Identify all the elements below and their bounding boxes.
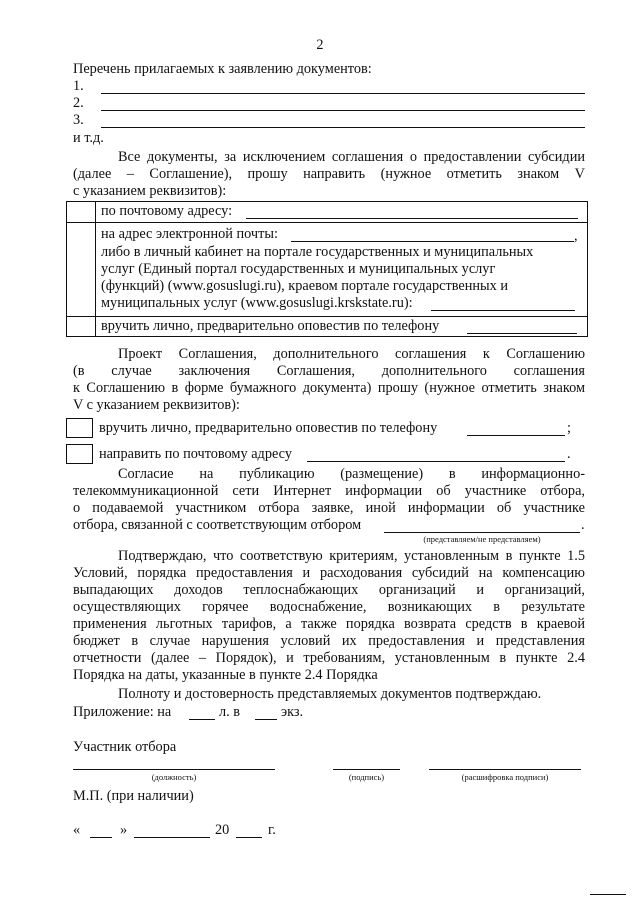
checkbox-cell-hand[interactable] xyxy=(67,317,94,336)
option-hand-phone-field[interactable] xyxy=(467,435,565,436)
row-postal-label: по почтовому адресу: xyxy=(101,203,233,219)
checkbox-cell-email[interactable] xyxy=(67,223,94,315)
doc-item-1-label: 1. xyxy=(73,78,84,94)
attachment-copies-field[interactable] xyxy=(255,719,277,720)
section1-line-3: с указанием реквизитов): xyxy=(73,183,227,199)
confirm-line-6: бюджет в случае нарушения условий их предоставления и представления xyxy=(73,633,585,649)
attachment-prefix: Приложение: на xyxy=(73,704,172,720)
attachment-suffix: экз. xyxy=(281,704,304,720)
confirm-line-5: применения льготных тарифов, а также порядка возврата средств в краевой xyxy=(73,616,585,632)
row-email-comma: , xyxy=(574,228,578,244)
date-year-suffix: г. xyxy=(268,822,276,838)
consent-choice-field[interactable] xyxy=(384,532,580,533)
doc-item-1-field[interactable] xyxy=(101,93,585,94)
date-month-field[interactable] xyxy=(134,837,210,838)
confirm-line-8: Порядка на даты, указанные в пункте 2.4 Порядка xyxy=(73,667,378,683)
date-year-prefix: 20 xyxy=(215,822,230,838)
option-postal-address-field[interactable] xyxy=(307,461,565,462)
option-hand-checkbox[interactable] xyxy=(66,418,93,438)
section2-line-2: (в случае заключения Соглашения, дополнительного соглашения xyxy=(73,363,585,379)
option-postal-checkbox[interactable] xyxy=(66,444,93,464)
page-number: 2 xyxy=(316,37,324,53)
attachment-mid: л. в xyxy=(219,704,241,720)
section1-line-2: (далее – Соглашение), прошу направить (нужное отметить знаком V xyxy=(73,166,585,182)
row-email-field[interactable] xyxy=(291,241,574,242)
row-hand-phone-field[interactable] xyxy=(467,333,577,334)
confirm-line-7: отчетности (далее – Порядок), и требованиям, установленным в пункте 2.4 xyxy=(73,650,585,666)
confirm-line-2: Условий, порядка предоставления и расходования субсидий на компенсацию xyxy=(73,565,585,581)
doc-item-3-field[interactable] xyxy=(101,127,585,128)
doc-list-etc: и т.д. xyxy=(73,130,104,146)
signature-decode-hint: (расшифровка подписи) xyxy=(461,772,549,782)
section2-line-4: V с указанием реквизитов): xyxy=(73,397,240,413)
section2-line-1: Проект Соглашения, дополнительного соглашения к Соглашению xyxy=(118,346,585,362)
row-email-line-5: муниципальных услуг (www.gosuslugi.krskstate.ru): xyxy=(101,295,413,311)
signature-field[interactable] xyxy=(333,769,400,770)
table-row-divider-1 xyxy=(66,222,588,223)
date-year-field[interactable] xyxy=(236,837,262,838)
date-day-field[interactable] xyxy=(90,837,112,838)
row-email-line-2: либо в личный кабинет на портале государственных и муниципальных xyxy=(101,244,534,260)
row-postal-field[interactable] xyxy=(246,218,578,219)
participant-label: Участник отбора xyxy=(73,739,177,755)
doc-item-2-field[interactable] xyxy=(101,110,585,111)
row-portal-field[interactable] xyxy=(431,310,575,311)
date-close-quote: » xyxy=(120,822,128,838)
doc-item-3-label: 3. xyxy=(73,112,84,128)
signature-hint: (подпись) xyxy=(348,772,385,782)
attached-docs-heading: Перечень прилагаемых к заявлению документов: xyxy=(73,61,372,77)
checkbox-cell-postal[interactable] xyxy=(67,202,94,221)
consent-line-4: отбора, связанной с соответствующим отбором xyxy=(73,517,362,533)
consent-end: . xyxy=(581,517,585,533)
option-postal-end: . xyxy=(567,446,571,462)
row-email-line-1: на адрес электронной почты: xyxy=(101,226,278,242)
consent-line-1: Согласие на публикацию (размещение) в информационно- xyxy=(118,466,585,482)
attachment-pages-field[interactable] xyxy=(189,719,215,720)
footer-corner-line xyxy=(590,894,626,895)
row-email-line-4: (функций) (www.gosuslugi.ru), краевом портале государственных и xyxy=(101,278,509,294)
section1-line-1: Все документы, за исключением соглашения о предоставлении субсидии xyxy=(118,149,585,165)
date-open-quote: « xyxy=(73,822,81,838)
section2-line-3: к Соглашению в форме бумажного документа) прошу (нужное отметить знаком xyxy=(73,380,585,396)
confirm-line-3: выпадающих доходов теплоснабжающих организаций и организаций, xyxy=(73,582,585,598)
confirm-line-4: осуществляющих горячее водоснабжение, возникающих в результате xyxy=(73,599,585,615)
consent-hint: (представляем/не представляем) xyxy=(423,534,541,544)
confirm-line-1: Подтверждаю, что соответствую критериям, установленным в пункте 1.5 xyxy=(118,548,585,564)
signature-decode-field[interactable] xyxy=(429,769,581,770)
option-hand-end: ; xyxy=(567,420,571,436)
completeness-statement: Полноту и достоверность представляемых документов подтверждаю. xyxy=(118,686,542,702)
doc-item-2-label: 2. xyxy=(73,95,84,111)
consent-line-3: о подаваемой участником отбора заявке, иной информации об участнике xyxy=(73,500,585,516)
position-field[interactable] xyxy=(73,769,275,770)
row-hand-label: вручить лично, предварительно оповестив по телефону xyxy=(101,318,440,334)
position-hint: (должность) xyxy=(151,772,197,782)
consent-line-2: телекоммуникационной сети Интернет информации об участнике отбора, xyxy=(73,483,585,499)
table-row-divider-2 xyxy=(66,316,588,317)
row-email-line-3: услуг (Единый портал государственных и муниципальных услуг xyxy=(101,261,496,277)
stamp-label: М.П. (при наличии) xyxy=(73,788,194,804)
option-postal-label: направить по почтовому адресу xyxy=(99,446,292,462)
option-hand-label: вручить лично, предварительно оповестив по телефону xyxy=(99,420,438,436)
